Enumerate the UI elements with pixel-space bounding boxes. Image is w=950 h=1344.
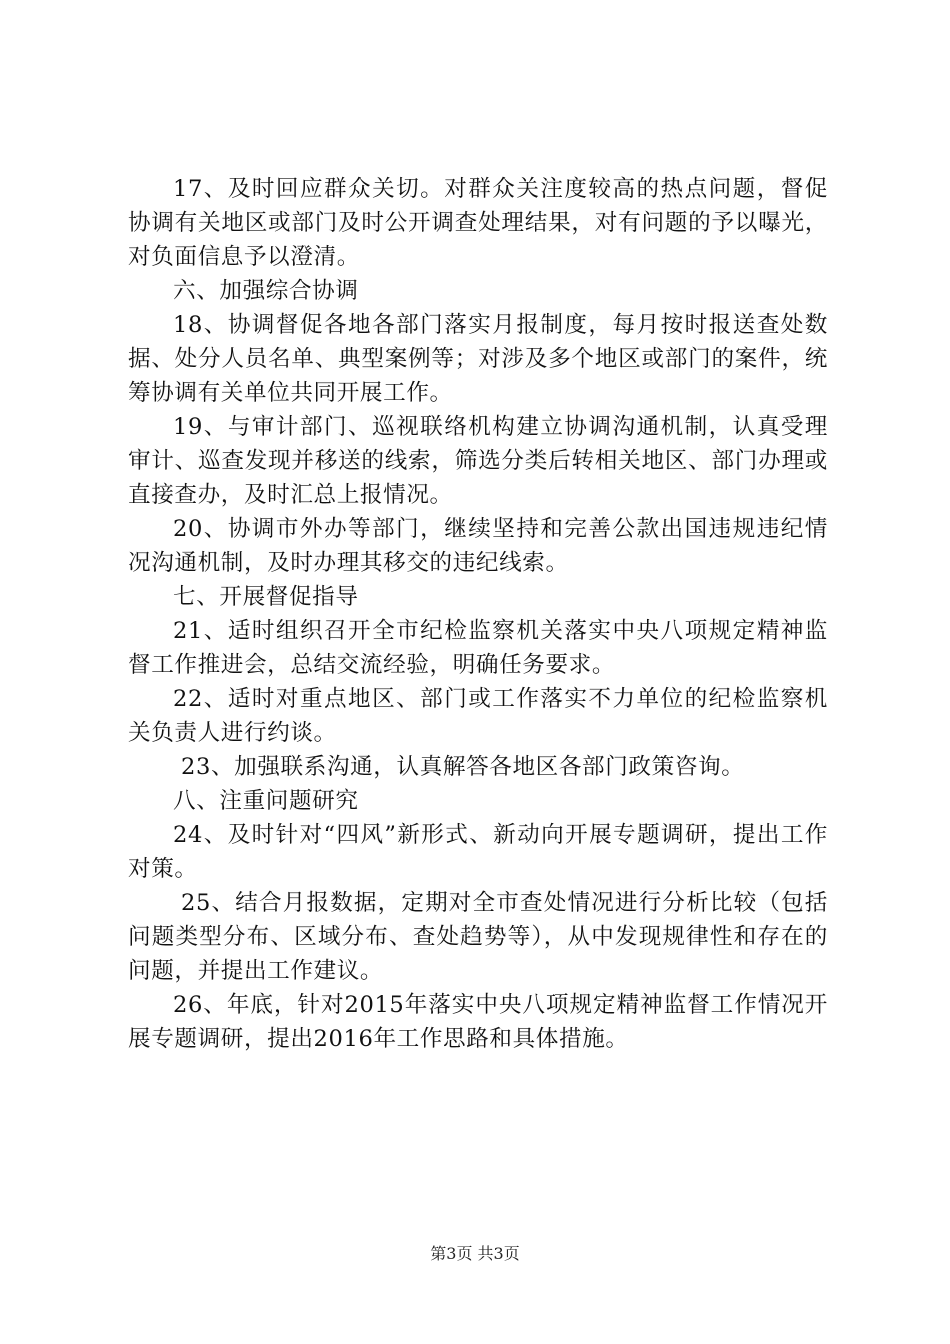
paragraph-item-24: 24、及时针对“四风”新形式、新动向开展专题调研，提出工作对策。	[128, 822, 828, 882]
document-body	[128, 172, 828, 1056]
section-heading-6: 六、加强综合协调	[173, 278, 359, 304]
paragraph-item-23: 23、加强联系沟通，认真解答各地区各部门政策咨询。	[181, 754, 745, 780]
paragraph-item-21: 21、适时组织召开全市纪检监察机关落实中央八项规定精神监督工作推进会，总结交流经验，明确任务要求。	[128, 618, 828, 678]
page-footer	[0, 1244, 950, 1264]
paragraph-item-17: 17、及时回应群众关切。对群众关注度较高的热点问题，督促协调有关地区或部门及时公开调查处理结果，对有问题的予以曝光，对负面信息予以澄清。	[128, 176, 828, 270]
paragraph-item-22: 22、适时对重点地区、部门或工作落实不力单位的纪检监察机关负责人进行约谈。	[128, 686, 828, 746]
paragraph-item-20: 20、协调市外办等部门，继续坚持和完善公款出国违规违纪情况沟通机制，及时办理其移交的违纪线索。	[128, 516, 828, 576]
paragraph-item-25: 25、结合月报数据，定期对全市查处情况进行分析比较（包括问题类型分布、区域分布、查处趋势等），从中发现规律性和存在的问题，并提出工作建议。	[128, 890, 828, 984]
page-number-label: 第3页 共3页	[430, 1244, 520, 1263]
section-heading-7: 七、开展督促指导	[173, 584, 359, 610]
paragraph-item-26: 26、年底，针对2015年落实中央八项规定精神监督工作情况开展专题调研，提出2016年工作思路和具体措施。	[128, 992, 828, 1052]
paragraph-item-18: 18、协调督促各地各部门落实月报制度，每月按时报送查处数据、处分人员名单、典型案例等；对涉及多个地区或部门的案件，统筹协调有关单位共同开展工作。	[128, 312, 828, 406]
section-heading-8: 八、注重问题研究	[173, 788, 359, 814]
paragraph-item-19: 19、与审计部门、巡视联络机构建立协调沟通机制，认真受理审计、巡查发现并移送的线索，筛选分类后转相关地区、部门办理或直接查办，及时汇总上报情况。	[128, 414, 828, 508]
